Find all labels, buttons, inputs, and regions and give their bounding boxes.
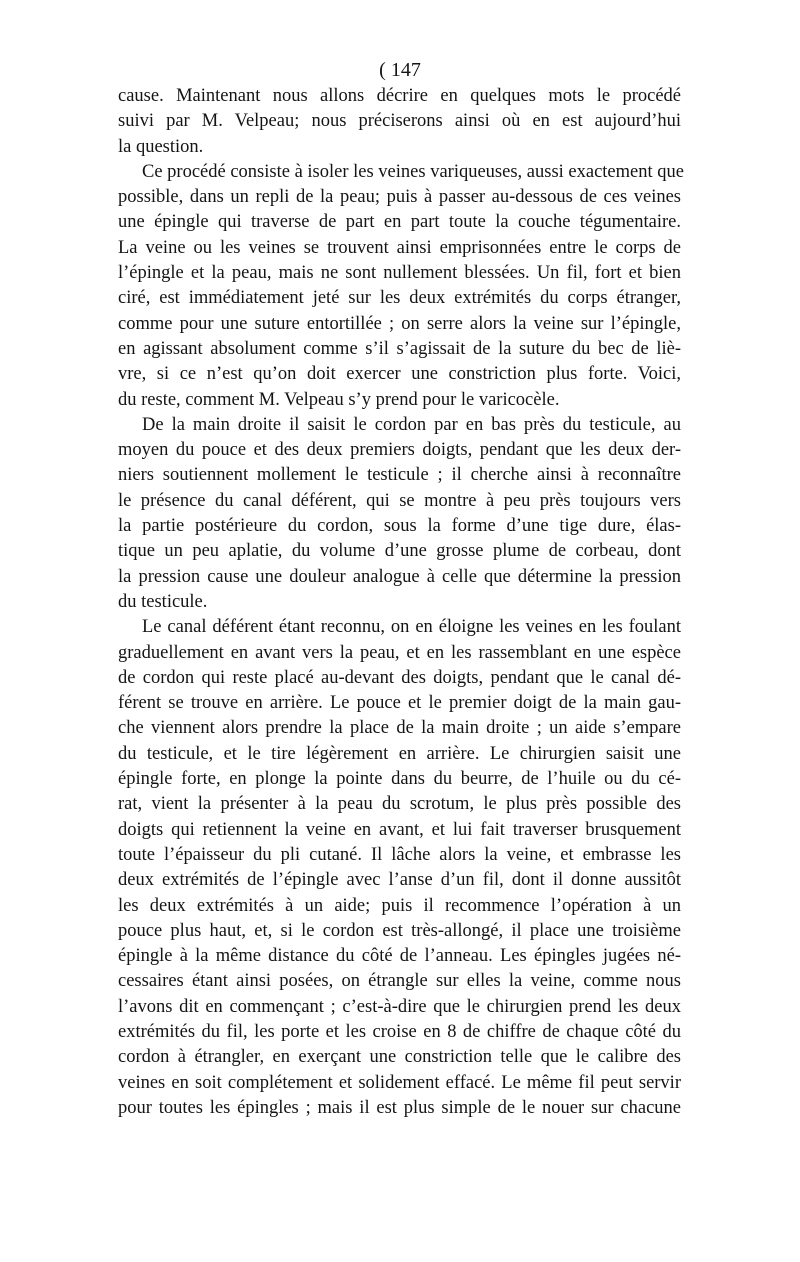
text-line: ciré, est immédiatement jeté sur les deux extrémités du corps étranger, [118,288,681,309]
text-line: moyen du pouce et des deux premiers doigts, pendant que les deux der- [118,440,681,461]
text-line: cause. Maintenant nous allons décrire en quelques mots le procédé [118,86,681,106]
paragraph [118,615,681,1121]
text-line: la question. [118,136,204,157]
text-line: suivi par M. Velpeau; nous préciserons ainsi où en est aujourd’hui [118,111,681,132]
text-line: De la main droite il saisit le cordon par en bas près du testicule, au [142,414,681,435]
body-text [118,84,684,1121]
page-number: ( 147 [379,59,421,81]
text-line: l’avons dit en commençant ; c’est-à-dire que le chirurgien prend les deux [118,996,681,1017]
text-line: les deux extrémités à un aide; puis il recommence l’opération à un [118,895,681,916]
text-line: possible, dans un repli de la peau; puis à passer au-dessous de ces veines [118,187,681,208]
text-line: du testicule. [118,591,208,612]
text-line: cordon à étrangler, en exerçant une constriction telle que le calibre des [118,1047,681,1068]
text-line: la partie postérieure du cordon, sous la forme d’une tige dure, élas- [118,516,681,537]
text-line: de cordon qui reste placé au-devant des doigts, pendant que le canal dé- [118,667,681,688]
text-line: pouce plus haut, et, si le cordon est très-allongé, il place une troisième [118,920,681,941]
text-line: doigts qui retiennent la veine en avant, et lui fait traverser brusquement [118,819,681,840]
text-line: Ce procédé consiste à isoler les veines variqueuses, aussi exactement que [142,161,684,182]
text-line: le présence du canal déférent, qui se montre à peu près toujours vers [118,490,681,511]
text-line: férent se trouve en arrière. Le pouce et le premier doigt de la main gau- [118,693,681,714]
text-line: tique un peu aplatie, du volume d’une grosse plume de corbeau, dont [118,541,681,562]
text-line: rat, vient la présenter à la peau du scrotum, le plus près possible des [118,794,681,815]
text-line: toute l’épaisseur du pli cutané. Il lâche alors la veine, et embrasse les [118,844,681,865]
text-line: graduellement en avant vers la peau, et en les rassemblant en une espèce [118,642,681,663]
text-line: une épingle qui traverse de part en part toute la couche tégumentaire. [118,212,681,233]
text-line: extrémités du fil, les porte et les croise en 8 de chiffre de chaque côté du [118,1021,681,1042]
text-line: La veine ou les veines se trouvent ainsi emprisonnées entre le corps de [118,237,681,258]
text-line: vre, si ce n’est qu’on doit exercer une constriction plus forte. Voici, [118,364,681,385]
text-line: du reste, comment M. Velpeau s’y prend pour le varicocèle. [118,389,560,410]
text-line: niers soutiennent mollement le testicule ; il cherche ainsi à reconnaître [118,465,681,486]
text-line: cessaires étant ainsi posées, on étrangle sur elles la veine, comme nous [118,971,681,992]
text-line: l’épingle et la peau, mais ne sont nullement blessées. Un fil, fort et bien [118,263,681,284]
text-line: deux extrémités de l’épingle avec l’anse d’un fil, dont il donne aussitôt [118,870,681,891]
text-line: épingle forte, en plonge la pointe dans du beurre, de l’huile ou du cé- [118,769,681,790]
text-line: Le canal déférent étant reconnu, on en éloigne les veines en les foulant [142,617,681,638]
paragraph [118,413,681,615]
text-line: en agissant absolument comme s’il s’agissait de la suture du bec de liè- [118,338,681,359]
text-line: la pression cause une douleur analogue à celle que détermine la pression [118,566,681,587]
text-line: che viennent alors prendre la place de la main droite ; un aide s’empare [118,718,681,739]
text-line: veines en soit complétement et solidement effacé. Le même fil peut servir [118,1072,681,1093]
paragraph [118,84,681,160]
text-line: du testicule, et le tire légèrement en arrière. Le chirurgien saisit une [118,743,681,764]
text-line: épingle à la même distance du côté de l’anneau. Les épingles jugées né- [118,946,681,967]
text-line: pour toutes les épingles ; mais il est plus simple de le nouer sur chacune [118,1097,681,1118]
paragraph [118,160,684,413]
text-line: comme pour une suture entortillée ; on serre alors la veine sur l’épingle, [118,313,681,334]
